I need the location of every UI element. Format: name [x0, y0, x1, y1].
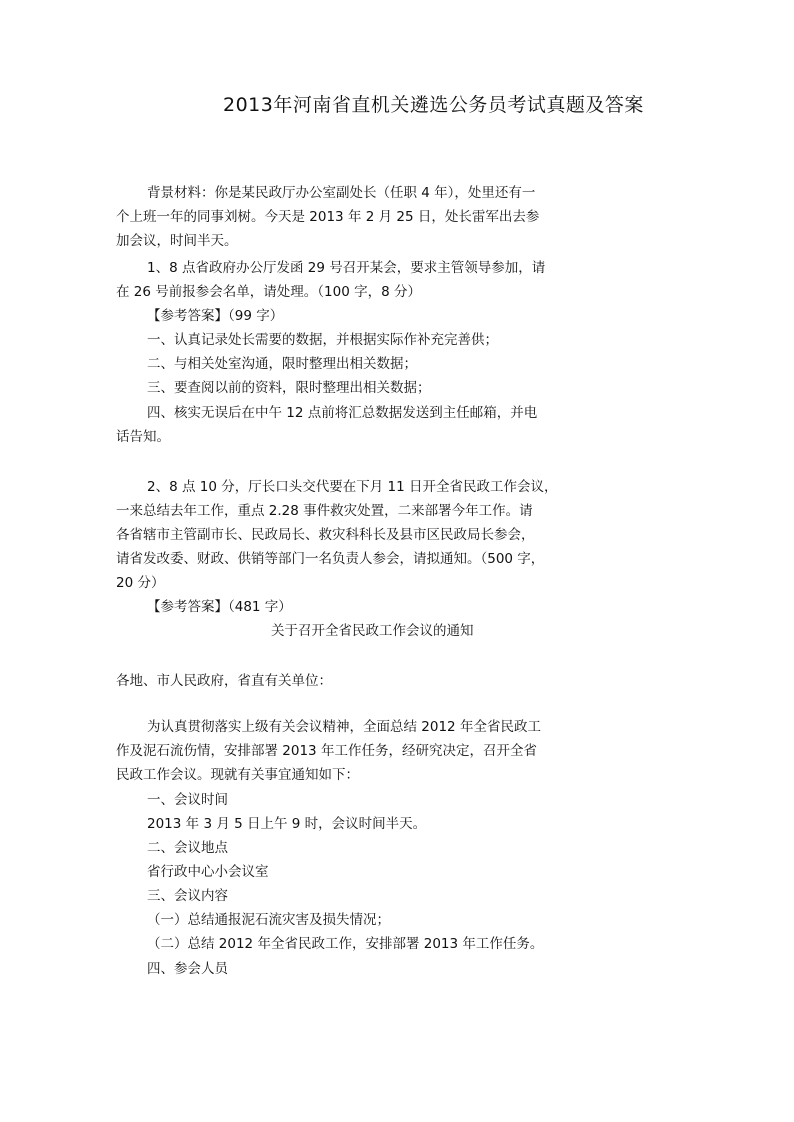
answer-1-label: 【参考答案】（99 字） [147, 308, 284, 324]
question-2-line-4: 请省发改委、财政、供销等部门一名负责人参会，请拟通知。（500 字， [116, 551, 545, 567]
answer-1-item-2: 二、与相关处室沟通，限时整理出相关数据； [147, 356, 417, 372]
section-2-heading: 二、会议地点 [147, 840, 228, 856]
notice-paragraph-line-1: 为认真贯彻落实上级有关会议精神，全面总结 2012 年全省民政工 [147, 719, 541, 735]
section-3-item-2: （二）总结 2012 年全省民政工作，安排部署 2013 年工作任务。 [147, 936, 544, 952]
question-2-line-5: 20 分） [116, 575, 165, 591]
question-2-line-3: 各省辖市主管副市长、民政局长、救灾科科长及县市区民政局长参会， [116, 527, 535, 543]
section-1-text: 2013 年 3 月 5 日上午 9 时，会议时间半天。 [147, 816, 427, 832]
section-2-text: 省行政中心小会议室 [147, 864, 269, 880]
background-line-2: 个上班一年的同事刘树。今天是 2013 年 2 月 25 日，处长雷军出去参 [116, 209, 540, 225]
section-1-heading: 一、会议时间 [147, 792, 228, 808]
answer-1-item-3: 三、要查阅以前的资料，限时整理出相关数据； [147, 380, 431, 396]
background-line-3: 加会议，时间半天。 [116, 233, 238, 249]
section-3-item-1: （一）总结通报泥石流灾害及损失情况； [147, 912, 390, 928]
background-line-1: 背景材料：你是某民政厅办公室副处长（任职 4 年），处里还有一 [147, 185, 536, 201]
answer-1-item-4-line-1: 四、核实无误后在中午 12 点前将汇总数据发送到主任邮箱，并电 [147, 405, 538, 421]
notice-recipients: 各地、市人民政府，省直有关单位： [116, 673, 332, 689]
document-title: 2013年河南省直机关遴选公务员考试真题及答案 [223, 94, 644, 116]
answer-1-item-4-line-2: 话告知。 [116, 429, 170, 445]
answer-1-item-1: 一、认真记录处长需要的数据，并根据实际作补充完善供； [147, 332, 498, 348]
notice-paragraph-line-3: 民政工作会议。现就有关事宜通知如下： [116, 767, 359, 783]
section-4-heading: 四、参会人员 [147, 961, 228, 977]
answer-2-label: 【参考答案】（481 字） [147, 599, 292, 615]
notice-paragraph-line-2: 作及泥石流伤情，安排部署 2013 年工作任务，经研究决定，召开全省 [116, 743, 537, 759]
question-2-line-1: 2、8 点 10 分，厅长口头交代要在下月 11 日开全省民政工作会议， [147, 479, 558, 495]
notice-title: 关于召开全省民政工作会议的通知 [271, 623, 474, 639]
question-2-line-2: 一来总结去年工作，重点 2.28 事件救灾处置，二来部署今年工作。请 [116, 503, 533, 519]
question-1-line-2: 在 26 号前报参会名单，请处理。（100 字，8 分） [116, 284, 421, 300]
question-1-line-1: 1、8 点省政府办公厅发函 29 号召开某会，要求主管领导参加，请 [147, 260, 546, 276]
section-3-heading: 三、会议内容 [147, 888, 228, 904]
